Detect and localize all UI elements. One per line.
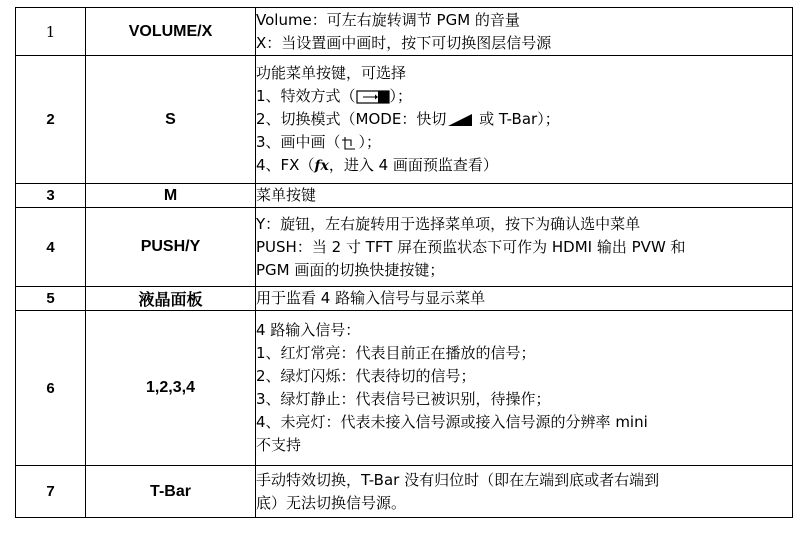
- table-row: [16, 184, 793, 208]
- row-number: 7: [16, 466, 86, 518]
- description: [256, 208, 793, 287]
- description-line: 底）无法切换信号源。: [256, 493, 407, 512]
- row-number: 1: [16, 8, 86, 56]
- spec-table: [15, 7, 793, 518]
- description-line: [256, 108, 792, 131]
- description-line: PGM 画面的切换快捷按键；: [256, 260, 445, 279]
- description-line: Volume：可左右旋转调节 PGM 的音量: [256, 10, 520, 29]
- item-suffix: ，进入 4 画面预监查看）: [328, 156, 498, 174]
- table-row: [16, 8, 793, 56]
- control-name: PUSH/Y: [86, 208, 256, 287]
- description-line: 4、未亮灯：代表未接入信号源或接入信号源的分辨率 mini: [256, 413, 648, 431]
- description-line: [256, 85, 792, 108]
- description-line: X：当设置画中画时，按下可切换图层信号源: [256, 33, 552, 52]
- control-name: 1,2,3,4: [86, 311, 256, 466]
- description: [256, 287, 793, 311]
- description-line: 功能菜单按键，可选择: [256, 64, 407, 82]
- description-line: [256, 131, 792, 154]
- control-name: S: [86, 56, 256, 184]
- item-prefix: 2、切换模式（MODE：快切: [256, 110, 447, 128]
- item-prefix: 3、画中画（: [256, 133, 341, 151]
- description-line: 4 路输入信号：: [256, 321, 361, 339]
- description-line: 3、绿灯静止：代表信号已被识别，待操作；: [256, 390, 551, 408]
- description-line: 菜单按键: [256, 186, 317, 204]
- item-prefix: 4、FX（: [256, 156, 315, 174]
- item-prefix: 1、特效方式（: [256, 87, 356, 105]
- description-line: 1、红灯常亮：代表目前正在播放的信号；: [256, 344, 536, 362]
- picture-in-picture-icon: [341, 135, 359, 151]
- table-row: [16, 287, 793, 311]
- description: [256, 184, 793, 208]
- transition-effect-icon: [356, 89, 390, 105]
- table-row: [16, 311, 793, 466]
- control-name: 液晶面板: [86, 287, 256, 311]
- description-line: [256, 154, 792, 177]
- description: [256, 466, 793, 518]
- description-line: 用于监看 4 路输入信号与显示菜单: [256, 289, 486, 307]
- row-number: 2: [16, 56, 86, 184]
- table-row: [16, 56, 793, 184]
- row-number: 4: [16, 208, 86, 287]
- description: [256, 56, 793, 184]
- row-number: 6: [16, 311, 86, 466]
- description-line: 不支持: [256, 436, 302, 454]
- item-suffix: ）；: [358, 133, 382, 151]
- table-row: [16, 466, 793, 518]
- row-number: 5: [16, 287, 86, 311]
- table-row: [16, 208, 793, 287]
- control-name: T-Bar: [86, 466, 256, 518]
- item-suffix: ）；: [389, 87, 413, 105]
- cut-ramp-icon: [446, 113, 474, 127]
- control-name: M: [86, 184, 256, 208]
- description-line: PUSH：当 2 寸 TFT 屏在预监状态下可作为 HDMI 输出 PVW 和: [256, 237, 686, 256]
- control-name: VOLUME/X: [86, 8, 256, 56]
- row-number: 3: [16, 184, 86, 208]
- description: [256, 311, 793, 466]
- description-line: 手动特效切换，T-Bar 没有归位时（即在左端到底或者右端到: [256, 470, 660, 489]
- item-suffix: 或 T-Bar）；: [479, 110, 560, 128]
- description-line: 2、绿灯闪烁：代表待切的信号；: [256, 367, 476, 385]
- fx-icon: fx: [314, 158, 329, 174]
- description: [256, 8, 793, 56]
- description-line: Y：旋钮，左右旋转用于选择菜单项，按下为确认选中菜单: [256, 214, 641, 233]
